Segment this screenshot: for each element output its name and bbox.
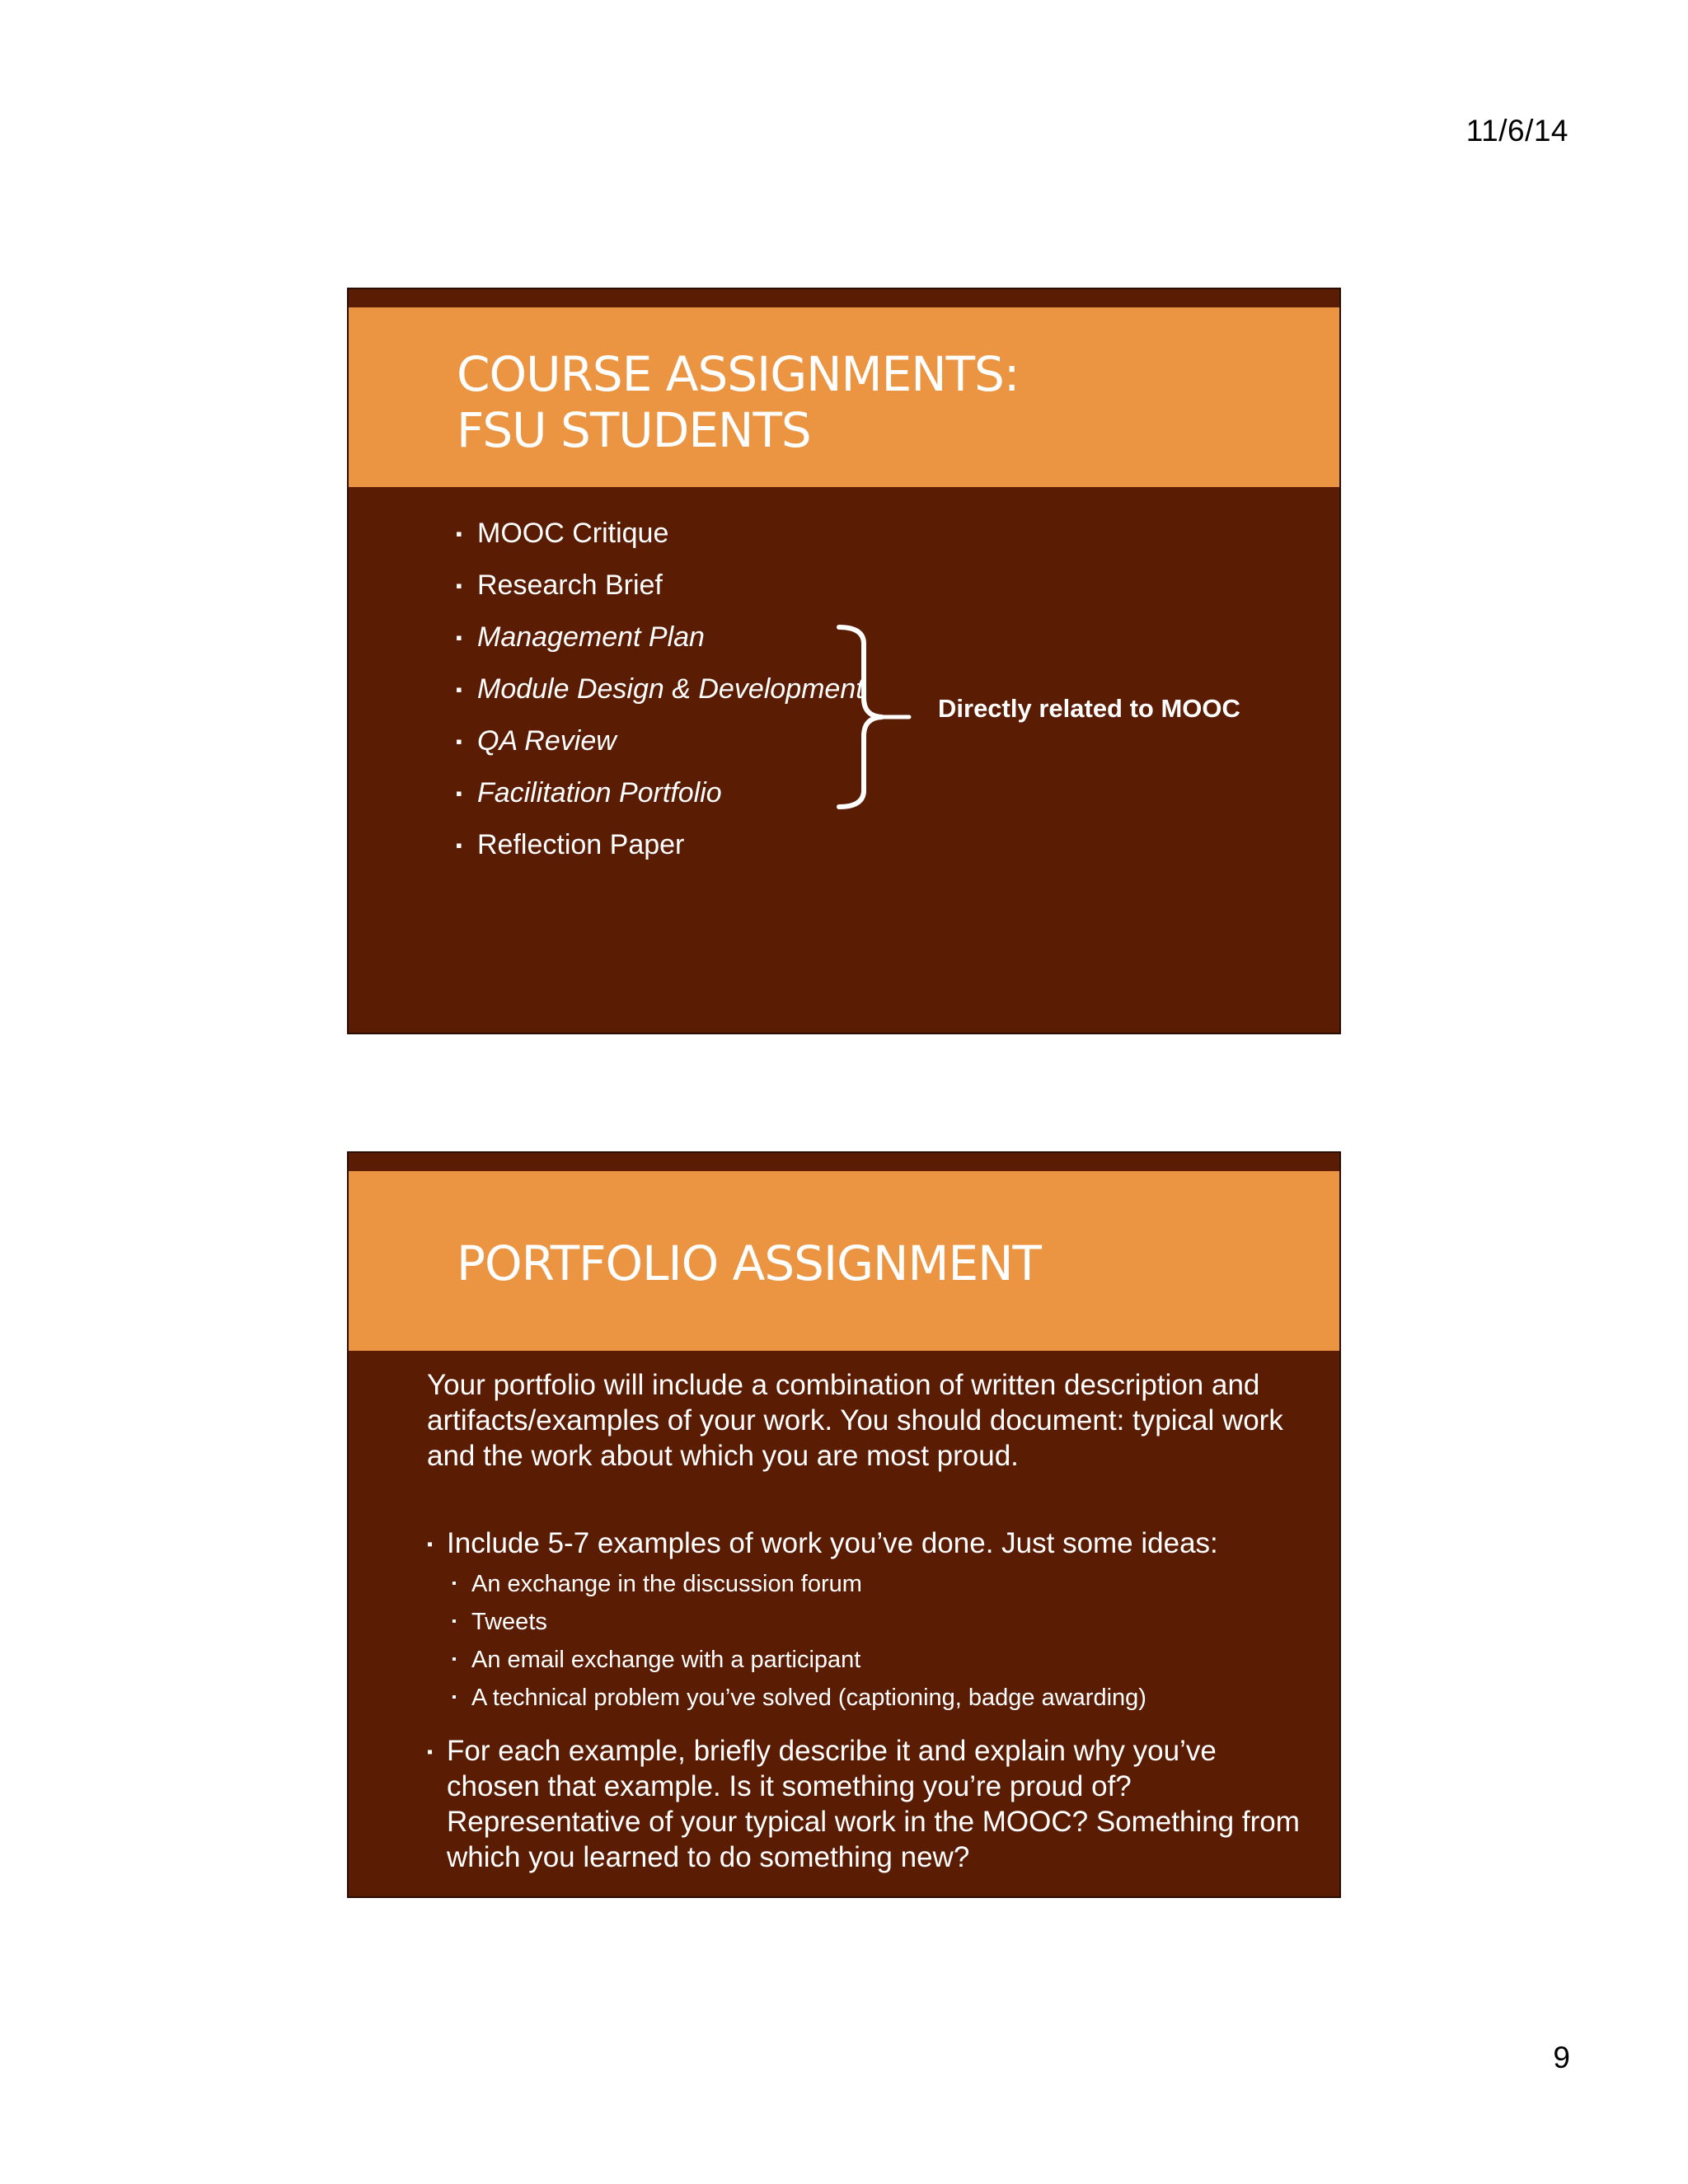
sub-list-item-text: A technical problem you’ve solved (captioning, badge awarding) (471, 1685, 1146, 1711)
assignment-list (456, 508, 864, 871)
sub-list-item-text: An exchange in the discussion forum (471, 1571, 862, 1597)
list-item (427, 1526, 1301, 1561)
sub-list-item (452, 1679, 1146, 1717)
slide-course-assignments (347, 288, 1341, 1034)
page-number: 9 (1553, 2041, 1570, 2074)
square-bullet-icon: ▪ (452, 1690, 457, 1704)
slide-portfolio-assignment (347, 1151, 1341, 1898)
sub-list-item-text: Tweets (471, 1609, 547, 1635)
square-bullet-icon: ▪ (452, 1577, 457, 1591)
square-bullet-icon: ▪ (452, 1615, 457, 1629)
square-bullet-icon: ▪ (456, 575, 462, 596)
list-item-text: MOOC Critique (477, 518, 669, 549)
list-item-text: QA Review (477, 725, 617, 757)
list-item-text: For each example, briefly describe it and explain why you’ve chosen that example. Is it something you’re proud of? Representative of your typical work in the MOOC? Something from which you learned to do something new? (447, 1735, 1300, 1873)
list-item (456, 819, 864, 871)
sub-list-item (452, 1641, 1146, 1679)
list-item (427, 1733, 1301, 1875)
sub-list-item (452, 1565, 1146, 1603)
examples-sub-list (452, 1565, 1146, 1717)
sub-list-item (452, 1603, 1146, 1641)
square-bullet-icon: ▪ (452, 1652, 457, 1666)
list-item-text: Research Brief (477, 569, 663, 601)
slide-title-band (349, 307, 1339, 487)
slide-title (457, 346, 1019, 458)
square-bullet-icon: ▪ (427, 1743, 434, 1761)
sub-list-item-text: An email exchange with a participant (471, 1647, 861, 1673)
list-item-text: Reflection Paper (477, 829, 685, 860)
list-item-text: Include 5-7 examples of work you’ve done. Just some ideas: (447, 1527, 1218, 1559)
page-date: 11/6/14 (1465, 114, 1568, 148)
square-bullet-icon: ▪ (456, 835, 462, 855)
list-item (456, 612, 864, 663)
slide-title-band (349, 1171, 1339, 1351)
square-bullet-icon: ▪ (456, 627, 462, 648)
square-bullet-icon: ▪ (456, 731, 462, 752)
square-bullet-icon: ▪ (427, 1535, 434, 1554)
slide-title-line: COURSE ASSIGNMENTS: (457, 346, 1020, 402)
right-curly-brace-icon (831, 622, 921, 812)
list-item (456, 767, 864, 819)
square-bullet-icon: ▪ (456, 783, 462, 804)
square-bullet-icon: ▪ (456, 679, 462, 700)
list-item (456, 508, 864, 560)
square-bullet-icon: ▪ (456, 523, 462, 544)
list-item (456, 715, 864, 767)
list-item (456, 663, 864, 715)
intro-paragraph: Your portfolio will include a combination of written description and artifacts/examples of your work. You should document: typical work and the work about which you are most proud. (427, 1369, 1283, 1472)
list-item-text: Module Design & Development (477, 673, 864, 705)
slide-title (457, 1235, 1041, 1291)
slide-title-line: PORTFOLIO ASSIGNMENT (457, 1235, 1041, 1291)
list-item-text: Management Plan (477, 621, 705, 653)
slide-title-line: FSU STUDENTS (457, 402, 811, 458)
list-item-text: Facilitation Portfolio (477, 777, 722, 808)
brace-label: Directly related to MOOC (938, 694, 1240, 723)
list-item (456, 560, 864, 612)
